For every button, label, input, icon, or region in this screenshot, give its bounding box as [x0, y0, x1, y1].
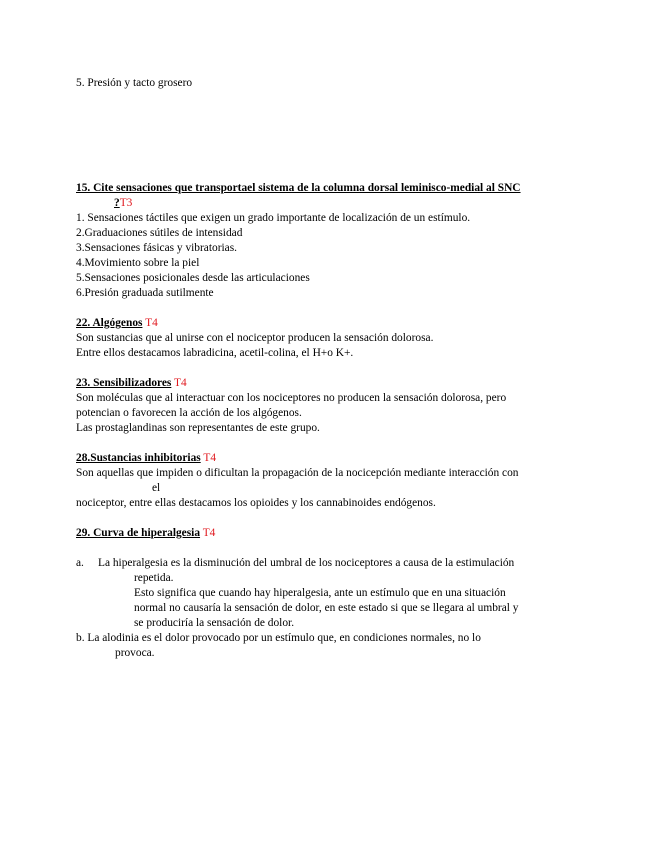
section-heading-23	[76, 376, 187, 391]
topic-tag: T4	[174, 377, 187, 389]
paragraph-line: provoca.	[115, 647, 155, 659]
paragraph-line: Son moléculas que al interactuar con los nociceptores no producen la sensación dolorosa, pero	[76, 392, 507, 404]
paragraph-line: Las prostaglandinas son representantes de este grupo.	[76, 422, 320, 434]
heading-text: 28.Sustancias inhibitorias	[76, 452, 201, 464]
list-item: 5. Presión y tacto grosero	[76, 77, 193, 89]
section-heading-22	[76, 316, 158, 331]
section-heading-28	[76, 451, 216, 466]
paragraph-line: el	[152, 482, 161, 494]
list-item: 2.Graduaciones sútiles de intensidad	[76, 227, 243, 239]
section-heading-15: 15. Cite sensaciones que transportael sistema de la columna dorsal leminisco-medial al SNC	[76, 182, 521, 194]
list-item: 4.Movimiento sobre la piel	[76, 257, 200, 269]
paragraph-line: b. La alodinia es el dolor provocado por un estímulo que, en condiciones normales, no lo	[76, 632, 481, 644]
heading-text: 22. Algógenos	[76, 317, 143, 329]
paragraph-line: nociceptor, entre ellas destacamos los opioides y los cannabinoides endógenos.	[76, 497, 436, 509]
topic-tag: T4	[203, 452, 217, 464]
list-marker: a.	[76, 557, 84, 569]
topic-tag: T4	[202, 527, 216, 539]
paragraph-line: Entre ellos destacamos labradicina, acetil-colina, el H+o K+.	[76, 347, 354, 359]
paragraph-line: potencian o favorecen la acción de los algógenos.	[76, 407, 302, 419]
heading-text: 23. Sensibilizadores	[76, 377, 172, 389]
section-heading-15-cont	[114, 196, 132, 211]
paragraph-line: Son aquellas que impiden o dificultan la propagación de la nocicepción mediante interacción con	[76, 467, 519, 479]
question-mark: ?	[114, 197, 120, 209]
paragraph-line: se produciría la sensación de dolor.	[134, 617, 295, 629]
paragraph-line: normal no causaría la sensación de dolor, en este estado si que se llegara al umbral y	[134, 602, 519, 614]
heading-text: 29. Curva de hiperalgesia	[76, 527, 201, 539]
topic-tag: T4	[145, 317, 158, 329]
paragraph-line: Esto significa que cuando hay hiperalgesia, ante un estímulo que en una situación	[134, 587, 506, 599]
list-item: 1. Sensaciones táctiles que exigen un grado importante de localización de un estímulo.	[76, 212, 471, 224]
paragraph-line: La hiperalgesia es la disminución del umbral de los nociceptores a causa de la estimulación	[98, 557, 515, 569]
topic-tag: T3	[119, 197, 133, 209]
list-item: 5.Sensaciones posicionales desde las articulaciones	[76, 272, 310, 284]
section-heading-29	[76, 526, 215, 541]
list-item: 6.Presión graduada sutilmente	[76, 287, 214, 299]
paragraph-line: repetida.	[134, 572, 174, 584]
list-item: 3.Sensaciones fásicas y vibratorias.	[76, 242, 238, 254]
paragraph-line: Son sustancias que al unirse con el nociceptor producen la sensación dolorosa.	[76, 332, 434, 344]
